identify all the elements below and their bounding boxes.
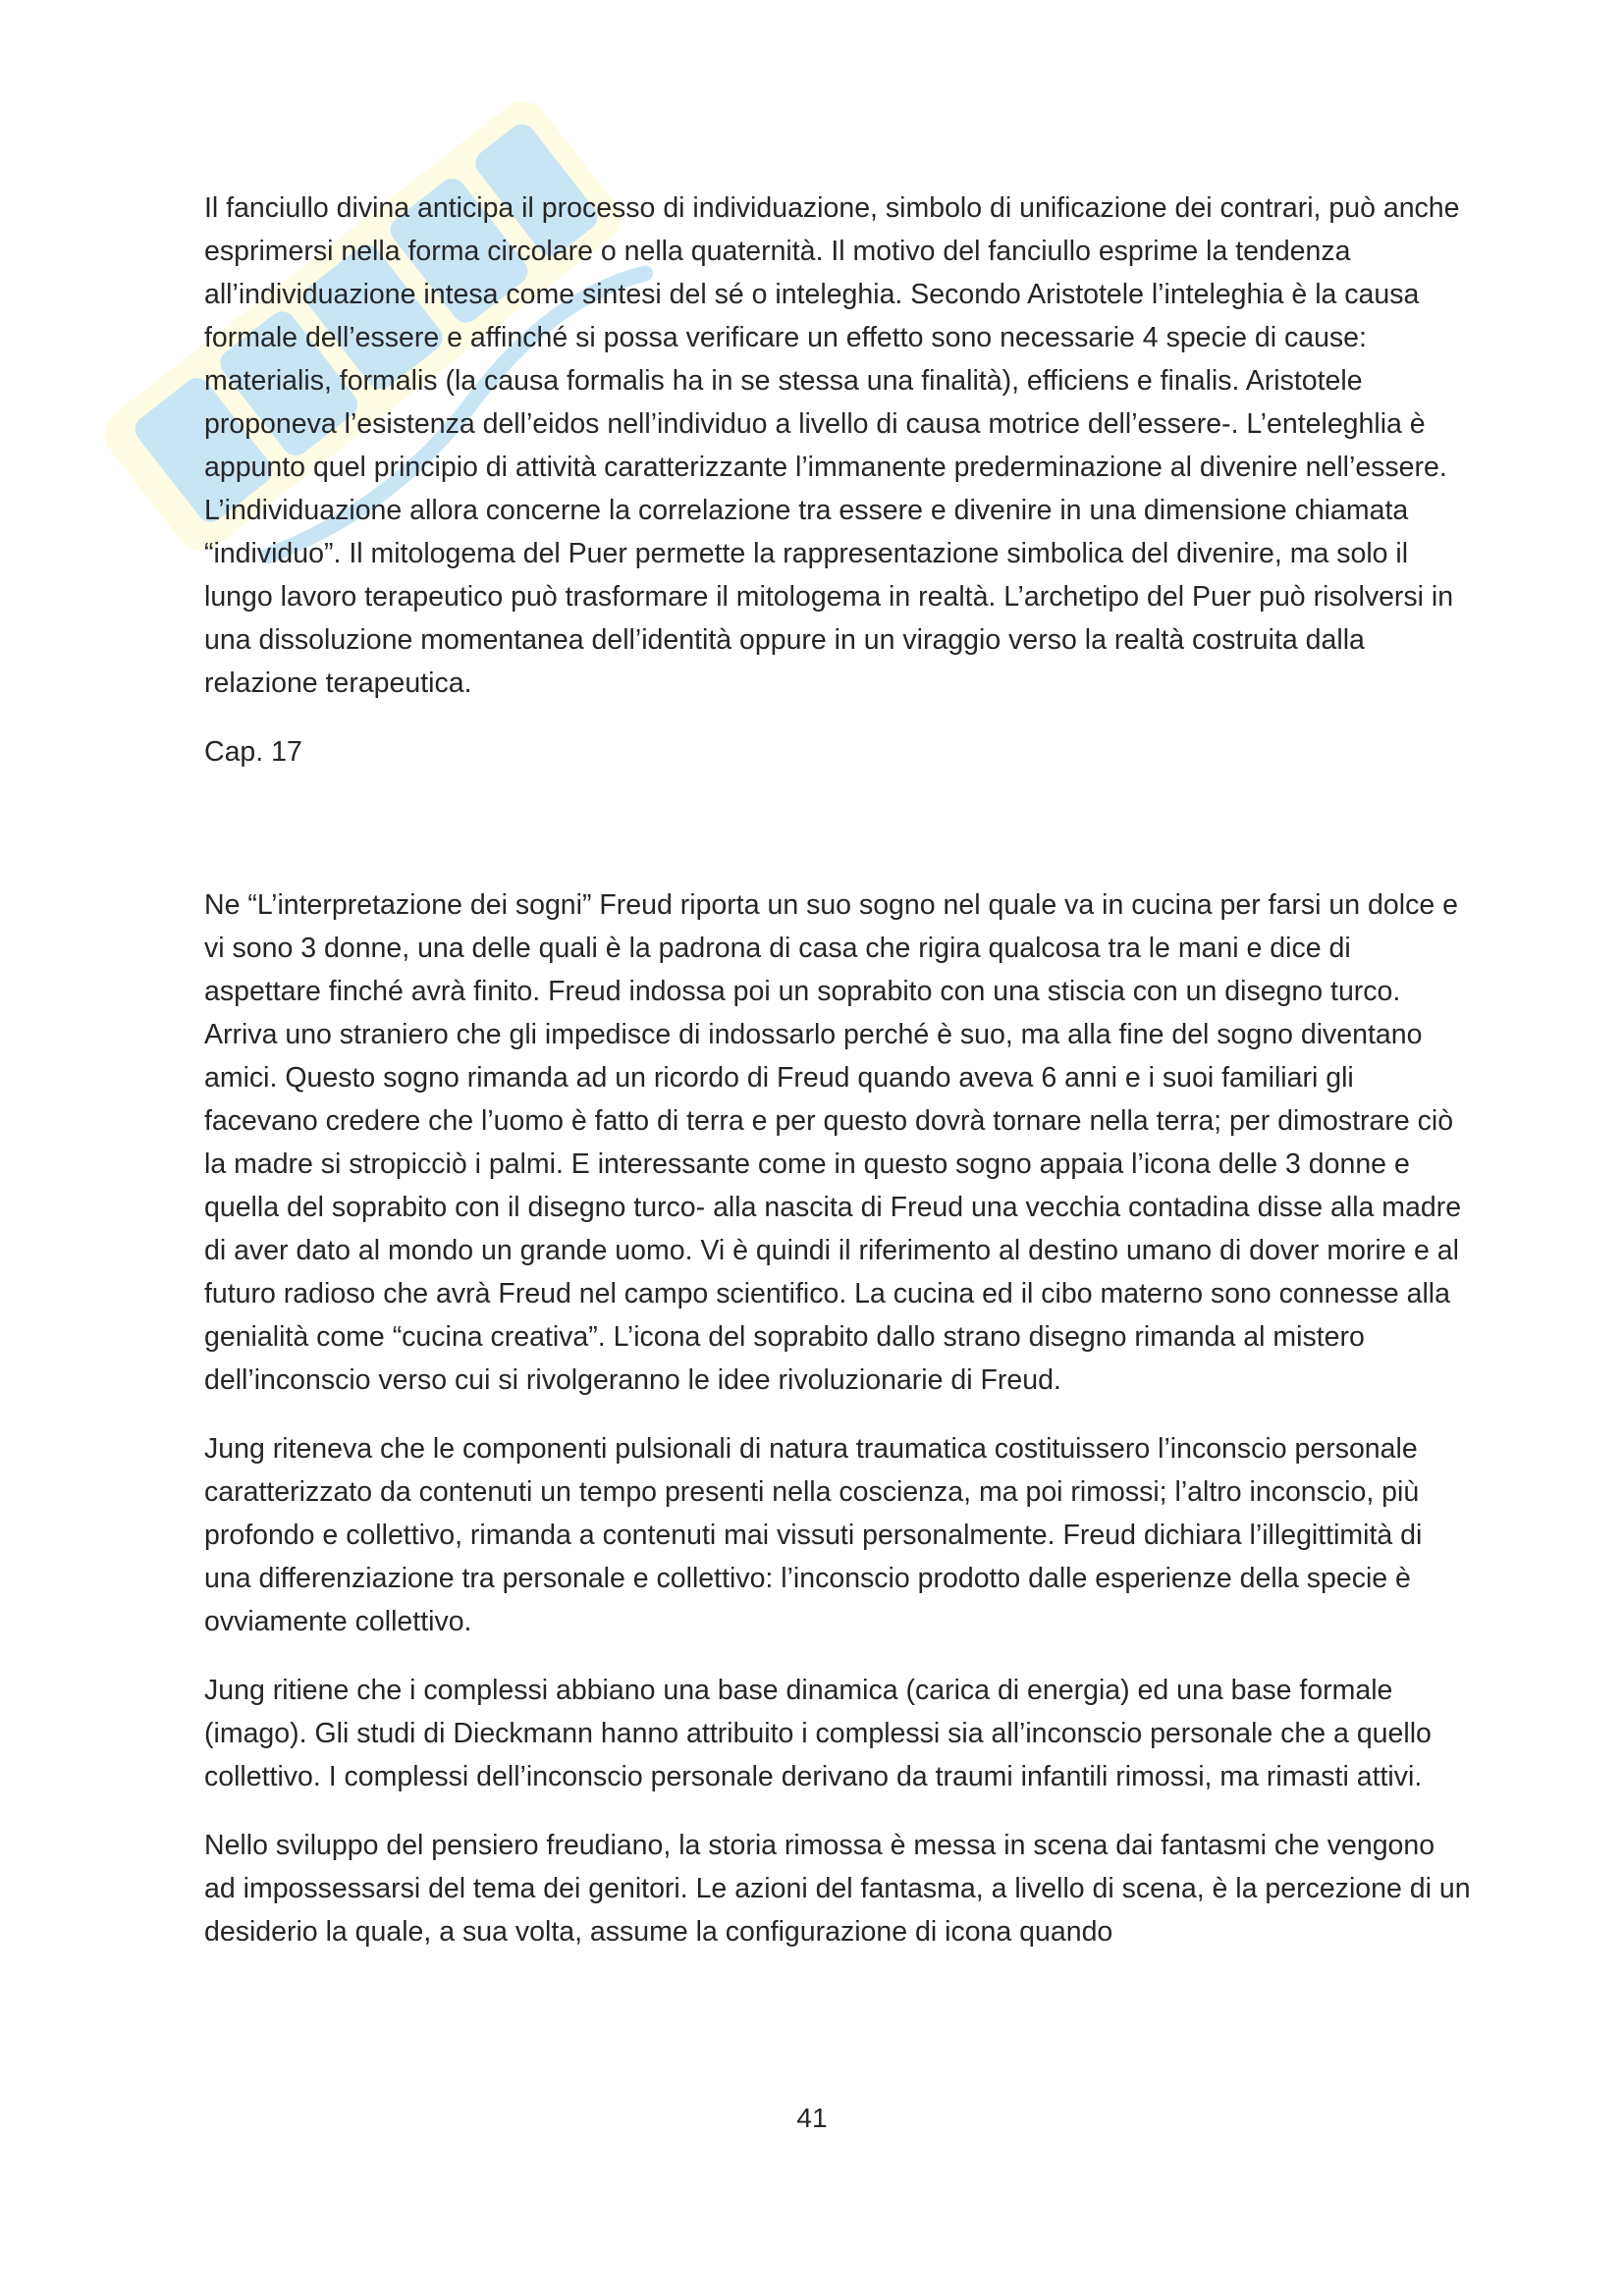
- page-number: 41: [796, 2103, 828, 2133]
- paragraph-4: Jung ritiene che i complessi abbiano una base dinamica (carica di energia) ed una base formale (imago). Gli studi di Dieckmann hanno attribuito i complessi sia all’inconscio personale che a quello collettivo. I complessi dell’inconscio personale derivano da traumi infantili rimossi, ma rimasti attivi.: [204, 1675, 1432, 1792]
- paragraph-5: Nello sviluppo del pensiero freudiano, la storia rimossa è messa in scena dai fantasmi che vengono ad impossessarsi del tema dei genitori. Le azioni del fantasma, a livello di scena, è la percezione di un desiderio la quale, a sua volta, assume la configurazione di icona quando: [204, 1830, 1471, 1948]
- chapter-heading: Cap. 17: [204, 736, 302, 768]
- paragraph-1: Il fanciullo divina anticipa il processo di individuazione, simbolo di unificazione dei contrari, può anche esprimersi nella forma circolare o nella quaternità. Il motivo del fanciullo esprime la tendenza all’individuazione intesa come sintesi del sé o inteleghia. Secondo Aristotele l’inteleghia è la causa formale dell’essere e affinché si possa verificare un effetto sono necessarie 4 specie di cause: materialis, formalis (la causa formalis ha in se stessa una finalità), efficiens e finalis. Aristotele proponeva l’esistenza dell’eidos nell’individuo a livello di causa motrice dell’essere-. L’enteleghlia è appunto quel principio di attività caratterizzante l’immanente prederminazione al divenire nell’essere. L’individuazione allora concerne la correlazione tra essere e divenire in una dimensione chiamata “individuo”. Il mitologema del Puer permette la rappresentazione simbolica del divenire, ma solo il lungo lavoro terapeutico può trasformare il mitologema in realtà. L’archetipo del Puer può risolversi in una dissoluzione momentanea dell’identità oppure in un viraggio verso la realtà costruita dalla relazione terapeutica.: [204, 192, 1460, 699]
- paragraph-3: Jung riteneva che le componenti pulsionali di natura traumatica costituissero l’inconscio personale caratterizzato da contenuti un tempo presenti nella coscienza, ma poi rimossi; l’altro inconscio, più profondo e collettivo, rimanda a contenuti mai vissuti personalmente. Freud dichiara l’illegittimità di una differenziazione tra personale e collettivo: l’inconscio prodotto dalle esperienze della specie è ovviamente collettivo.: [204, 1433, 1423, 1637]
- page-content: [204, 187, 1471, 1979]
- paragraph-2: Ne “L’interpretazione dei sogni” Freud riporta un suo sogno nel quale va in cucina per farsi un dolce e vi sono 3 donne, una delle quali è la padrona di casa che rigira qualcosa tra le mani e dice di aspettare finché avrà finito. Freud indossa poi un soprabito con una stiscia con un disegno turco. Arriva uno straniero che gli impedisce di indossarlo perché è suo, ma alla fine del sogno diventano amici. Questo sogno rimanda ad un ricordo di Freud quando aveva 6 anni e i suoi familiari gli facevano credere che l’uomo è fatto di terra e per questo dovrà tornare nella terra; per dimostrare ciò la madre si stropicciò i palmi. E interessante come in questo sogno appaia l’icona delle 3 donne e quella del soprabito con il disegno turco- alla nascita di Freud una vecchia contadina disse alla madre di aver dato al mondo un grande uomo. Vi è quindi il riferimento al destino umano di dover morire e al futuro radioso che avrà Freud nel campo scientifico. La cucina ed il cibo materno sono connesse alla genialità come “cucina creativa”. L’icona del soprabito dallo strano disegno rimanda al mistero dell’inconscio verso cui si rivolgeranno le idee rivoluzionarie di Freud.: [204, 889, 1462, 1396]
